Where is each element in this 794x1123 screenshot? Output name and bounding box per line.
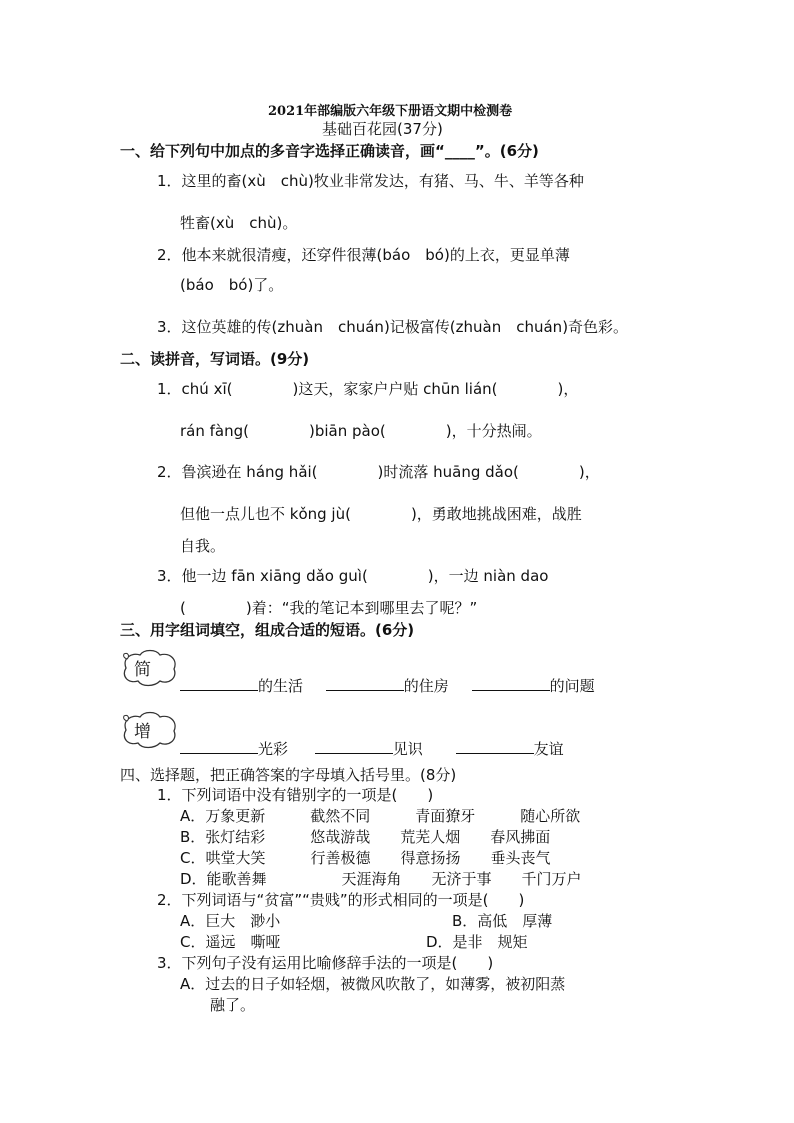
s1-q2-line1: 2．他本来就很清瘦，还穿件很薄(báo bó)的上衣，更显单薄 (157, 246, 570, 264)
s3-row1 (180, 675, 595, 696)
s4-q1: 1．下列词语中没有错别字的一项是( ) (157, 786, 434, 804)
section-4-title: 四、选择题，把正确答案的字母填入括号里。(8分) (120, 766, 457, 784)
s4-q2-option-c: C．遥远 嘶哑 (180, 933, 281, 951)
fill-blank[interactable] (180, 676, 258, 691)
fill-blank[interactable] (456, 739, 534, 754)
fill-blank[interactable] (326, 676, 404, 691)
s2-q3-line1: 3．他一边 fān xiāng dǎo guì( )，一边 niàn dao (157, 567, 549, 585)
s2-q2-line3: 自我。 (180, 537, 226, 555)
s2-q3-line2: ( )着：“我的笔记本到哪里去了呢？” (180, 599, 478, 617)
s4-q2-option-b: B．高低 厚薄 (452, 912, 553, 930)
s1-q1-line1: 1．这里的畜(xù chù)牧业非常发达，有猪、马、牛、羊等各种 (157, 172, 584, 190)
s2-q1-line2: rán fàng( )biān pào( )，十分热闹。 (180, 422, 542, 440)
s4-q2: 2．下列词语与“贫富”“贵贱”的形式相同的一项是( ) (157, 891, 525, 909)
s4-q3-option-a-line1: A．过去的日子如轻烟，被微风吹散了，如薄雾，被初阳蒸 (180, 975, 566, 993)
s1-q3-line1: 3．这位英雄的传(zhuàn chuán)记极富传(zhuàn chuán)奇色彩。 (157, 318, 629, 336)
s2-q1-line1: 1．chú xī( )这天，家家户户贴 chūn lián( )， (157, 380, 579, 398)
badge-char-zeng: 增 (134, 722, 151, 742)
s2-q2-line2: 但他一点儿也不 kǒng jù( )，勇敢地挑战困难，战胜 (180, 505, 582, 523)
phrase-5: 见识 (392, 740, 423, 758)
s1-q2-line2: (báo bó)了。 (180, 276, 284, 294)
badge-char-jian: 简 (134, 660, 151, 680)
s3-row2 (180, 738, 564, 759)
phrase-4: 光彩 (258, 740, 289, 758)
fill-blank[interactable] (472, 676, 550, 691)
s2-q2-line1: 2．鲁滨逊在 háng hǎi( )时流落 huāng dǎo( )， (157, 463, 600, 481)
exam-title: 2021年部编版六年级下册语文期中检测卷 (268, 104, 513, 119)
badge-zeng (118, 710, 180, 748)
section-subtitle: 基础百花园(37分) (322, 120, 443, 138)
phrase-6: 友谊 (533, 740, 564, 758)
s4-q3: 3．下列句子没有运用比喻修辞手法的一项是( ) (157, 954, 494, 972)
s4-q2-option-d: D．是非 规矩 (426, 933, 528, 951)
section-1-title: 一、给下列句中加点的多音字选择正确读音，画“____”。(6分) (120, 142, 539, 160)
s4-q2-option-a: A．巨大 渺小 (180, 912, 281, 930)
phrase-1: 的生活 (258, 677, 304, 695)
s4-q3-option-a-line2: 融了。 (210, 996, 256, 1014)
section-3-title: 三、用字组词填空，组成合适的短语。(6分) (120, 621, 415, 639)
badge-jian (118, 648, 180, 686)
s4-q1-option-b: B．张灯结彩 悠哉游哉 荒芜人烟 春风拂面 (180, 828, 551, 846)
s4-q1-option-c: C．哄堂大笑 行善极德 得意扬扬 垂头丧气 (180, 849, 551, 867)
s1-q1-line2: 牲畜(xù chù)。 (180, 214, 298, 232)
section-2-title: 二、读拼音，写词语。(9分) (120, 350, 310, 368)
fill-blank[interactable] (315, 739, 393, 754)
s4-q1-option-d: D．能歌善舞 天涯海角 无济于事 千门万户 (180, 870, 582, 888)
phrase-2: 的住房 (403, 677, 449, 695)
s4-q1-option-a: A．万象更新 截然不同 青面獠牙 随心所欲 (180, 807, 581, 825)
fill-blank[interactable] (180, 739, 258, 754)
phrase-3: 的问题 (549, 677, 595, 695)
